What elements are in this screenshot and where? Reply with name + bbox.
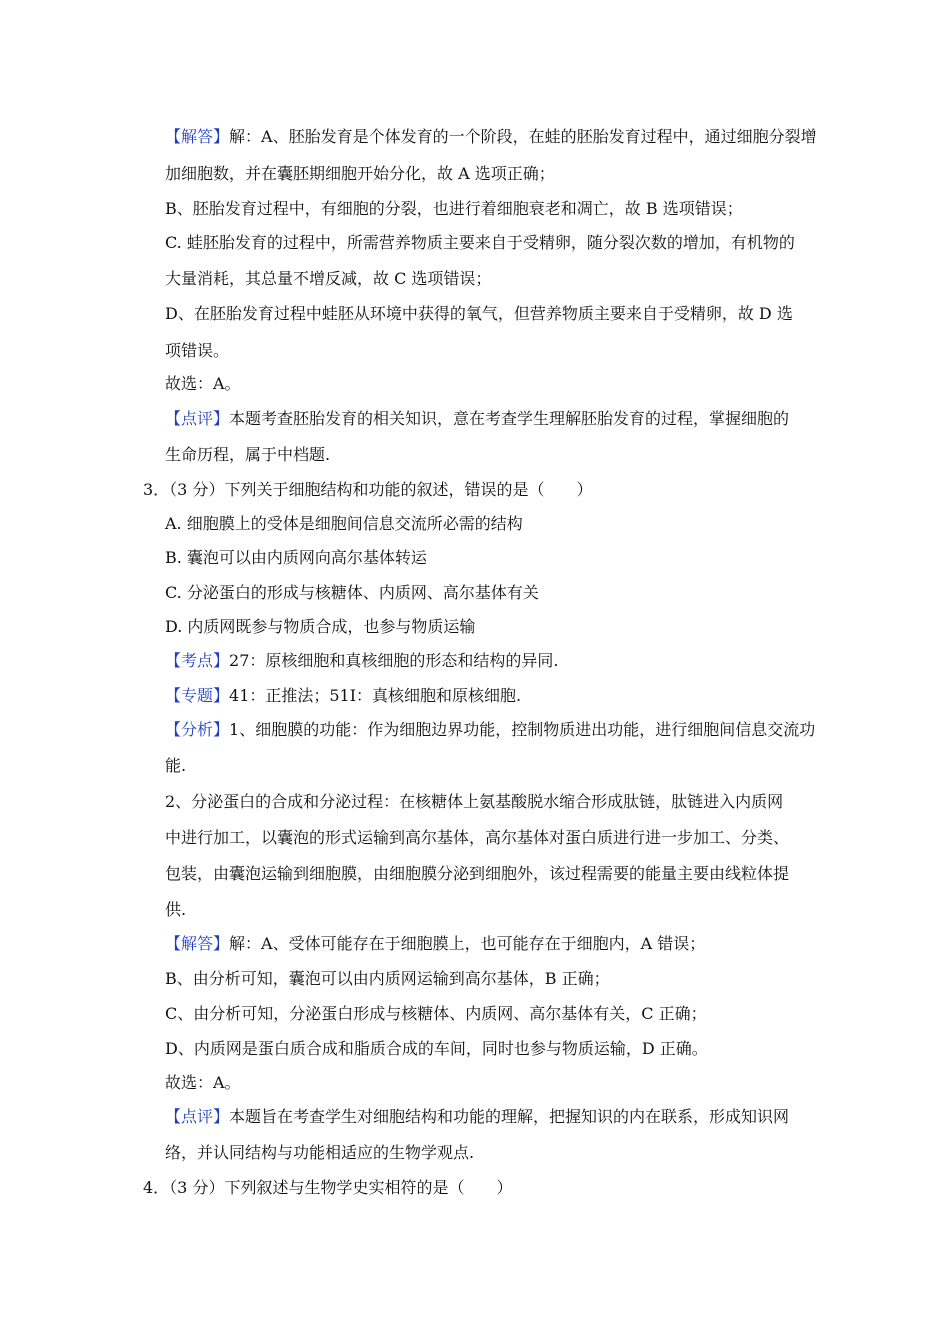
comment-tag: 【点评】 — [165, 1107, 230, 1126]
q2-answer-line-7: 项错误。 — [165, 341, 230, 360]
q3-fenxi-line-2: 能. — [165, 756, 187, 775]
q2-choice: 故选：A。 — [165, 374, 241, 393]
q4-stem: 4．（3 分）下列叙述与生物学史实相符的是（ ） — [143, 1178, 513, 1197]
answer-tag: 【解答】 — [165, 934, 230, 953]
q3-answer-line-3: C、由分析可知，分泌蛋白形成与核糖体、内质网、高尔基体有关，C 正确； — [165, 1004, 707, 1023]
q3-fenxi-line-5: 包装，由囊泡运输到细胞膜，由细胞膜分泌到细胞外，该过程需要的能量主要由线粒体提 — [165, 864, 790, 883]
comment-tag: 【点评】 — [165, 409, 230, 428]
q3-comment-line-1: 【点评】本题旨在考查学生对细胞结构和功能的理解，把握知识的内在联系，形成知识网 — [165, 1107, 790, 1126]
q2-answer-line-1: 【解答】解：A、胚胎发育是个体发育的一个阶段，在蛙的胚胎发育过程中，通过细胞分裂增 — [165, 127, 817, 146]
q2-answer-line-4: C. 蛙胚胎发育的过程中，所需营养物质主要来自于受精卵，随分裂次数的增加，有机物的 — [165, 233, 795, 252]
q3-option-b: B. 囊泡可以由内质网向高尔基体转运 — [165, 548, 427, 567]
q3-option-a: A. 细胞膜上的受体是细胞间信息交流所必需的结构 — [165, 514, 523, 533]
q3-fenxi-line-3: 2、分泌蛋白的合成和分泌过程：在核糖体上氨基酸脱水缩合形成肽链，肽链进入内质网 — [165, 792, 784, 811]
q2-answer-line-3: B、胚胎发育过程中，有细胞的分裂，也进行着细胞衰老和凋亡，故 B 选项错误； — [165, 199, 743, 218]
q3-answer-line-4: D、内质网是蛋白质合成和脂质合成的车间，同时也参与物质运输，D 正确。 — [165, 1039, 708, 1058]
q2-answer-line-6: D、在胚胎发育过程中蛙胚从环境中获得的氧气，但营养物质主要来自于受精卵，故 D 选 — [165, 304, 793, 323]
q3-answer-line-1: 【解答】解：A、受体可能存在于细胞膜上，也可能存在于细胞内，A 错误； — [165, 934, 706, 953]
kaodian-tag: 【考点】 — [165, 651, 230, 670]
fenxi-tag: 【分析】 — [165, 720, 230, 739]
q2-comment-line-1: 【点评】本题考查胚胎发育的相关知识，意在考查学生理解胚胎发育的过程，掌握细胞的 — [165, 409, 790, 428]
q3-fenxi-line-6: 供. — [165, 900, 187, 919]
q3-kaodian: 【考点】27：原核细胞和真核细胞的形态和结构的异同. — [165, 651, 559, 670]
q3-choice: 故选：A。 — [165, 1073, 241, 1092]
q3-comment-line-2: 络，并认同结构与功能相适应的生物学观点. — [165, 1143, 475, 1162]
q2-comment-line-2: 生命历程，属于中档题. — [165, 445, 331, 464]
q3-option-c: C. 分泌蛋白的形成与核糖体、内质网、高尔基体有关 — [165, 583, 539, 602]
q2-answer-line-2: 加细胞数，并在囊胚期细胞开始分化，故 A 选项正确； — [165, 164, 555, 183]
answer-tag: 【解答】 — [165, 127, 230, 146]
q2-answer-line-5: 大量消耗，其总量不增反减，故 C 选项错误； — [165, 269, 492, 288]
q3-answer-line-2: B、由分析可知，囊泡可以由内质网运输到高尔基体，B 正确； — [165, 969, 610, 988]
q3-stem: 3．（3 分）下列关于细胞结构和功能的叙述，错误的是（ ） — [143, 480, 593, 499]
q3-zhuanti: 【专题】41：正推法；51I：真核细胞和原核细胞. — [165, 686, 522, 705]
q3-fenxi-line-1: 【分析】1、细胞膜的功能：作为细胞边界功能，控制物质进出功能，进行细胞间信息交流功 — [165, 720, 816, 739]
q3-fenxi-line-4: 中进行加工，以囊泡的形式运输到高尔基体，高尔基体对蛋白质进行进一步加工、分类、 — [165, 828, 790, 847]
zhuanti-tag: 【专题】 — [165, 686, 230, 705]
q3-option-d: D. 内质网既参与物质合成，也参与物质运输 — [165, 617, 476, 636]
